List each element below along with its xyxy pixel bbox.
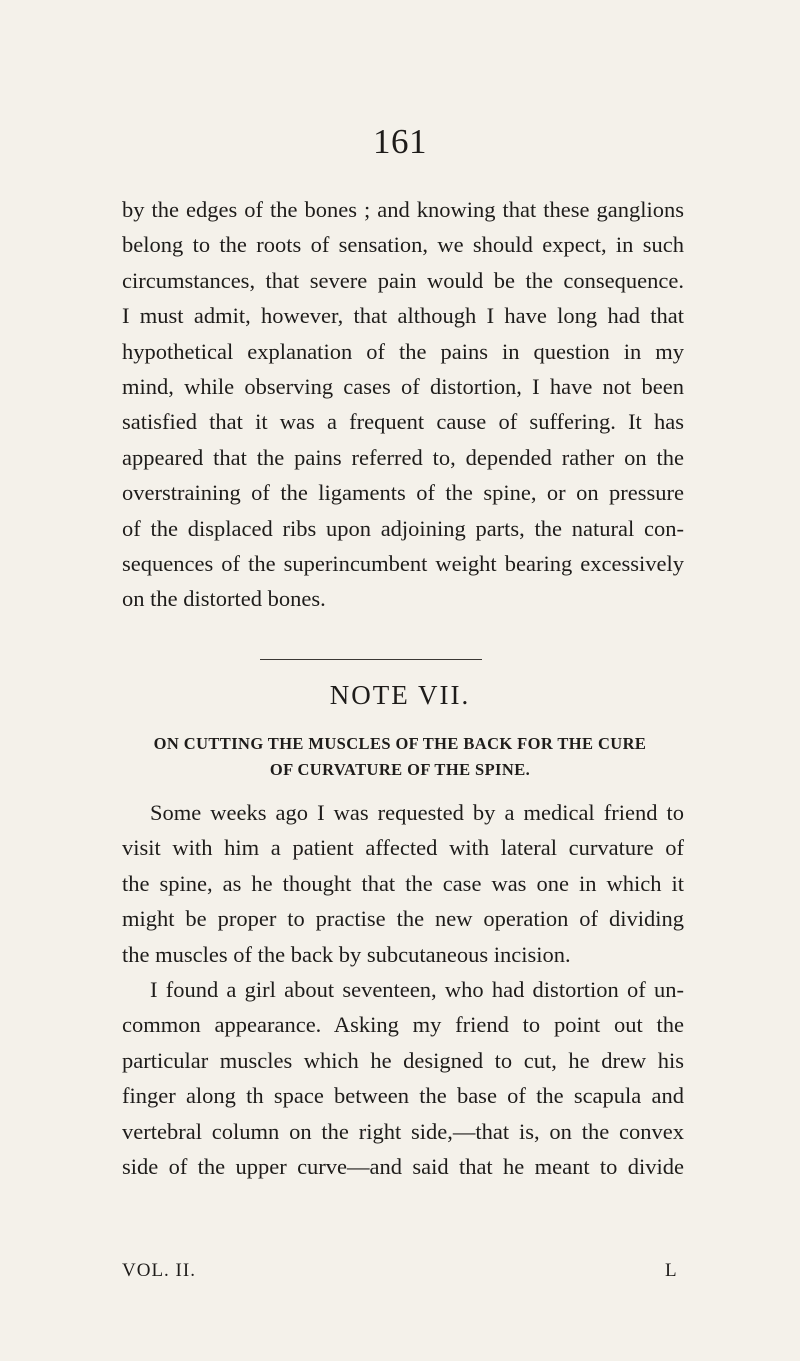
text-line: I found a girl about seventeen, who had distortion of un- bbox=[150, 976, 684, 1002]
text-line: side of the upper curve—and said that he meant to divide bbox=[122, 1153, 684, 1179]
text-line: sequences of the superincumbent weight bearing excessively bbox=[122, 550, 684, 576]
text-line: particular muscles which he designed to cut, he drew his bbox=[122, 1047, 684, 1073]
text-line: the spine, as he thought that the case was one in which it bbox=[122, 870, 684, 896]
text-line: circumstances, that severe pain would be the consequence. bbox=[122, 267, 684, 293]
text-line: finger along th space between the base of the scapula and bbox=[122, 1083, 684, 1109]
text-line: might be proper to practise the new operation of dividing bbox=[122, 906, 684, 932]
text-line: satisfied that it was a frequent cause of suffering. It has bbox=[122, 409, 684, 435]
text-line: the muscles of the back by subcutaneous incision. bbox=[122, 941, 571, 967]
text-line: mind, while observing cases of distortion, I have not been bbox=[122, 373, 684, 399]
note-body bbox=[122, 795, 684, 1184]
volume-signature: VOL. II. bbox=[122, 1260, 196, 1281]
section-divider bbox=[260, 659, 482, 660]
text-line: vertebral column on the right side,—that is, on the convex bbox=[122, 1118, 684, 1144]
text-line: common appearance. Asking my friend to point out the bbox=[122, 1012, 684, 1038]
text-line: appeared that the pains referred to, depended rather on the bbox=[122, 444, 684, 470]
text-line: belong to the roots of sensation, we should expect, in such bbox=[122, 232, 684, 258]
text-line: I must admit, however, that although I have long had that bbox=[122, 303, 684, 329]
gathering-signature: L bbox=[665, 1260, 677, 1281]
note-subtitle-line: OF CURVATURE OF THE SPINE. bbox=[269, 760, 531, 779]
text-line: by the edges of the bones ; and knowing that these ganglions bbox=[122, 197, 684, 222]
text-line: on the distorted bones. bbox=[122, 586, 326, 612]
paragraph-continued bbox=[122, 192, 684, 617]
text-line: visit with him a patient affected with lateral curvature of bbox=[122, 835, 684, 861]
text-line: overstraining of the ligaments of the spine, or on pressure bbox=[122, 480, 684, 506]
note-subtitle-line: ON CUTTING THE MUSCLES OF THE BACK FOR THE CURE bbox=[153, 734, 647, 753]
page-number: 161 bbox=[373, 122, 427, 161]
note-title: NOTE VII. bbox=[329, 680, 471, 710]
text-line: hypothetical explanation of the pains in question in my bbox=[122, 338, 684, 364]
text-line: of the displaced ribs upon adjoining parts, the natural con- bbox=[122, 515, 684, 541]
text-line: Some weeks ago I was requested by a medical friend to bbox=[150, 800, 684, 825]
